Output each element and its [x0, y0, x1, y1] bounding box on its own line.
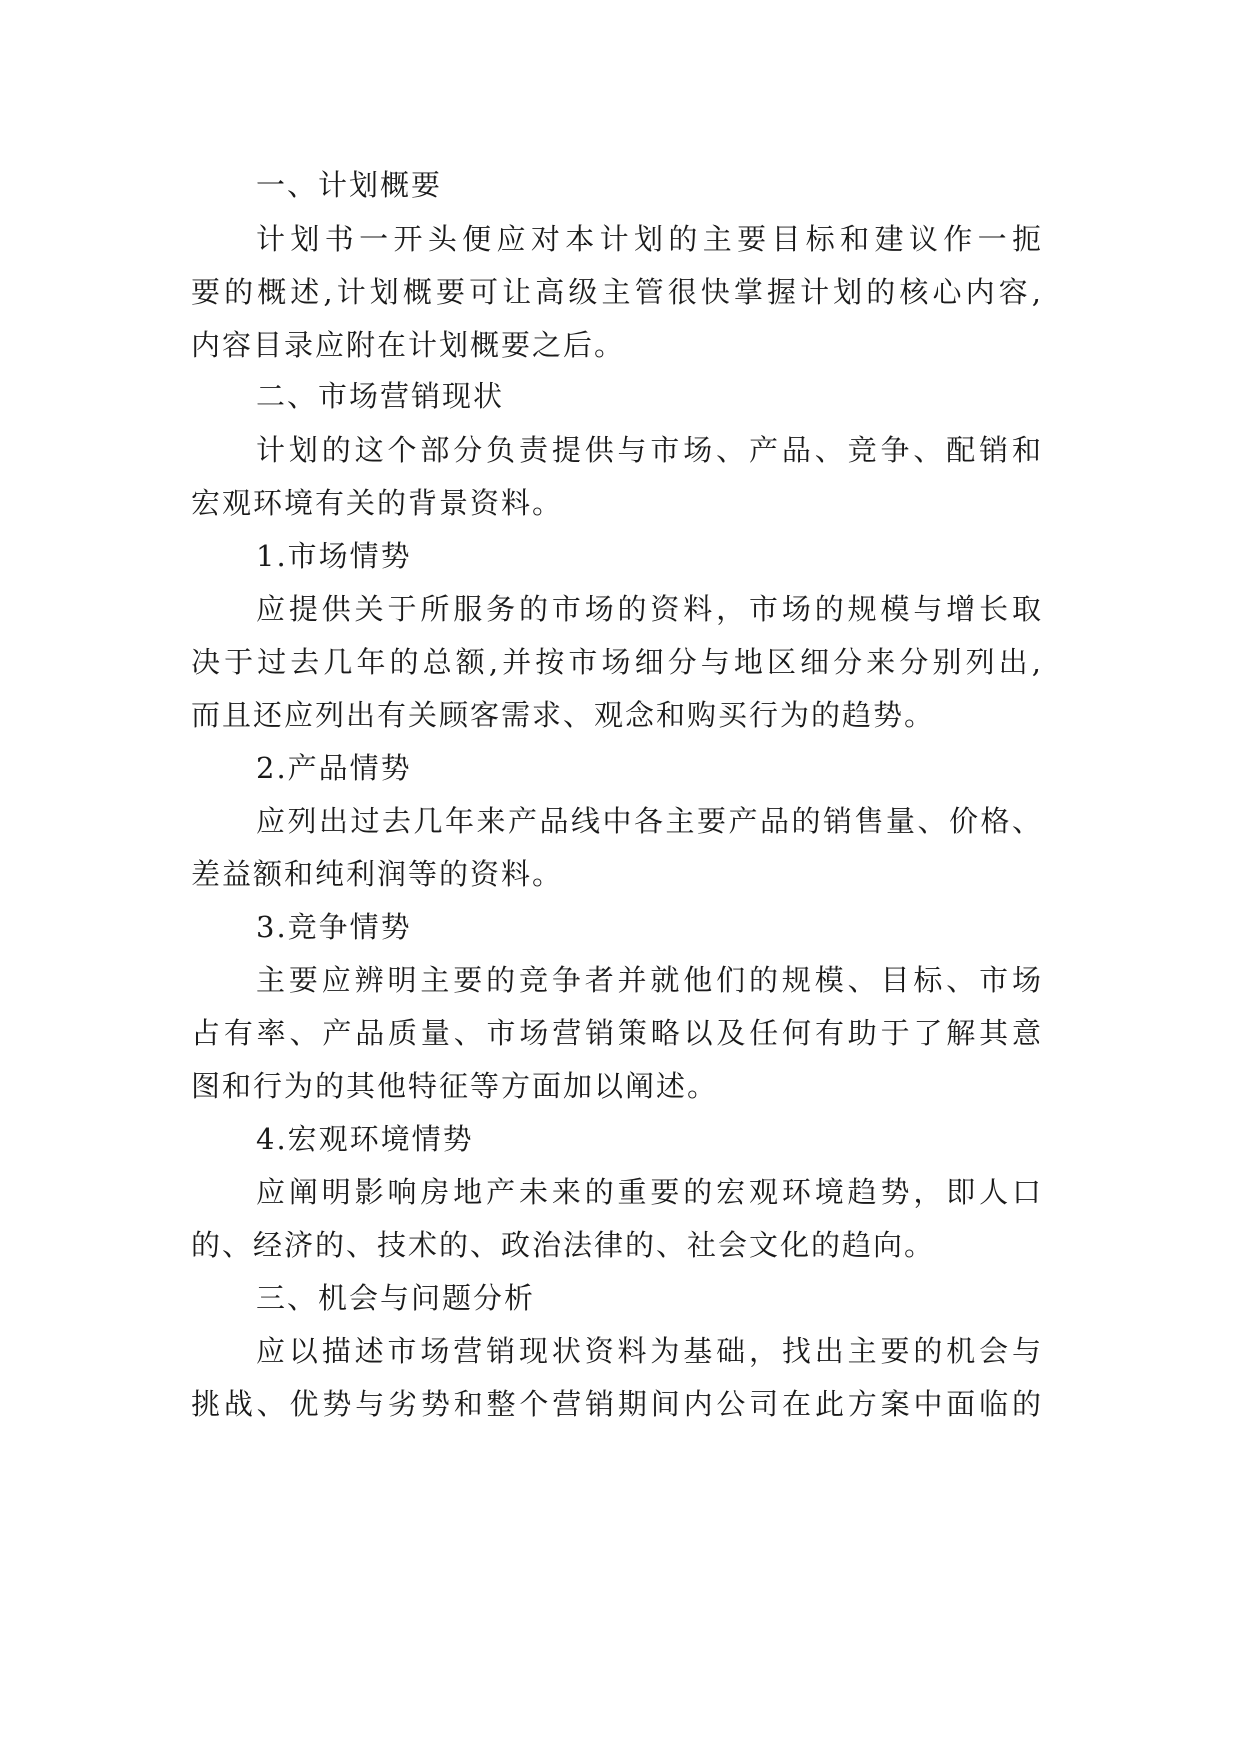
paragraph-line: 要的概述,计划概要可让高级主管很快掌握计划的核心内容,	[191, 275, 1041, 309]
paragraph-line: 计划书一开头便应对本计划的主要目标和建议作一扼	[256, 222, 1041, 256]
heading-market-status: 二、市场营销现状	[256, 379, 505, 413]
heading-plan-summary: 一、计划概要	[256, 168, 443, 202]
paragraph-line: 占有率、产品质量、市场营销策略以及任何有助于了解其意	[191, 1016, 1041, 1050]
paragraph-line: 内容目录应附在计划概要之后。	[191, 328, 626, 362]
paragraph-line: 应以描述市场营销现状资料为基础，找出主要的机会与	[256, 1334, 1041, 1368]
paragraph-line: 决于过去几年的总额,并按市场细分与地区细分来分别列出,	[191, 645, 1041, 679]
paragraph-line: 宏观环境有关的背景资料。	[191, 486, 564, 520]
subheading-competition-situation: 3.竞争情势	[256, 910, 412, 944]
paragraph-line: 主要应辨明主要的竞争者并就他们的规模、目标、市场	[256, 963, 1041, 997]
paragraph-line: 应阐明影响房地产未来的重要的宏观环境趋势，即人口	[256, 1175, 1041, 1209]
paragraph-line: 应列出过去几年来产品线中各主要产品的销售量、价格、	[256, 804, 1041, 838]
subheading-macro-environment: 4.宏观环境情势	[256, 1122, 474, 1156]
paragraph-line: 应提供关于所服务的市场的资料，市场的规模与增长取	[256, 592, 1041, 626]
heading-opportunity-analysis: 三、机会与问题分析	[256, 1281, 536, 1315]
paragraph-line: 图和行为的其他特征等方面加以阐述。	[191, 1069, 719, 1103]
paragraph-line: 差益额和纯利润等的资料。	[191, 857, 564, 891]
paragraph-line: 计划的这个部分负责提供与市场、产品、竞争、配销和	[256, 433, 1041, 467]
paragraph-line: 挑战、优势与劣势和整个营销期间内公司在此方案中面临的	[191, 1387, 1041, 1421]
subheading-market-situation: 1.市场情势	[256, 539, 412, 573]
paragraph-line: 的、经济的、技术的、政治法律的、社会文化的趋向。	[191, 1228, 936, 1262]
paragraph-line: 而且还应列出有关顾客需求、观念和购买行为的趋势。	[191, 698, 936, 732]
subheading-product-situation: 2.产品情势	[256, 751, 412, 785]
